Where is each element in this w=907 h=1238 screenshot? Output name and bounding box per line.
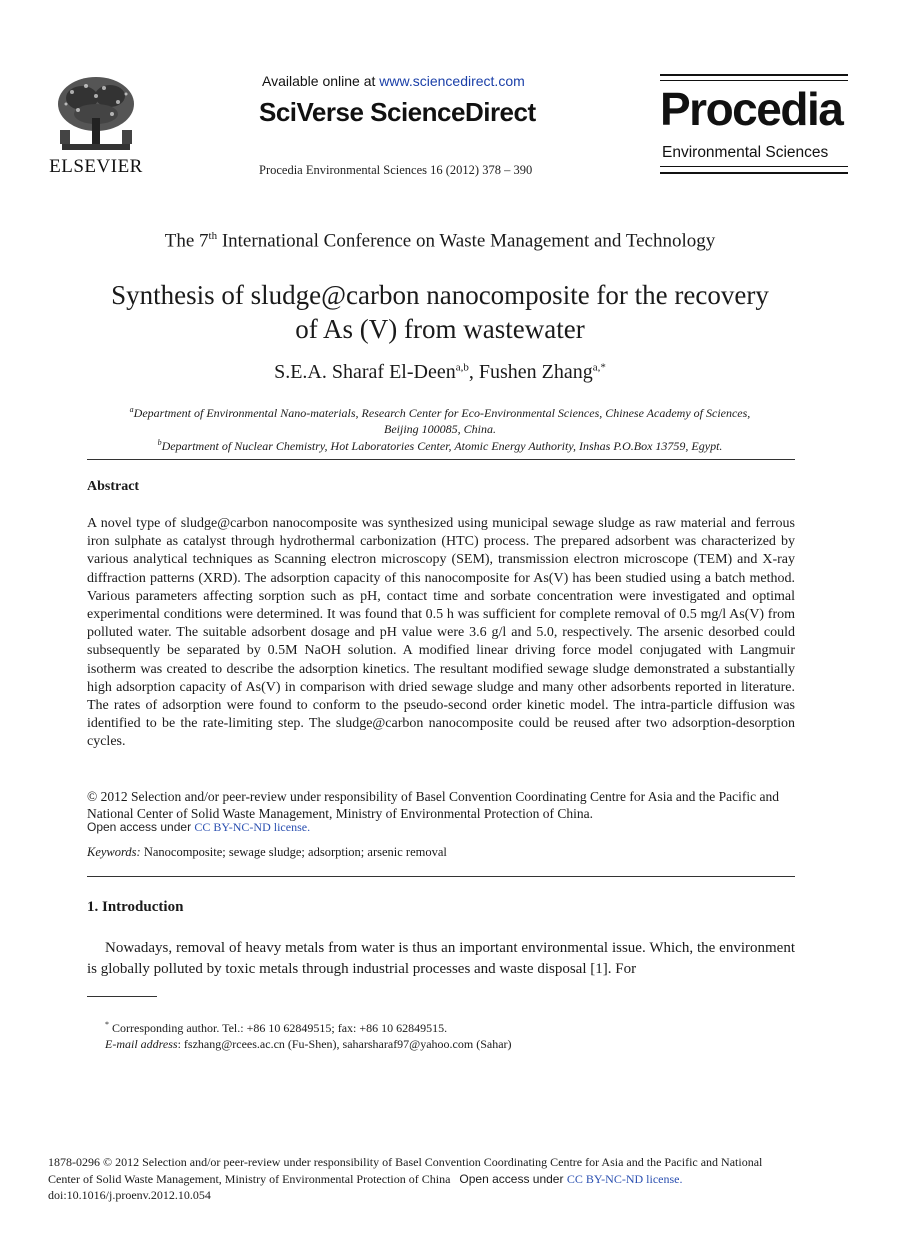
introduction-heading: 1. Introduction [87, 899, 184, 915]
platform-logo: SciVerse ScienceDirect [259, 97, 536, 127]
footnote-corresponding: Corresponding author. Tel.: +86 10 62849515; fax: +86 10 62849515. [109, 1021, 448, 1035]
procedia-title: Procedia [660, 83, 843, 135]
keywords-label: Keywords: [87, 845, 141, 859]
email-text: : fszhang@rcees.ac.cn (Fu-Shen), saharsharaf97@yahoo.com (Sahar) [177, 1037, 512, 1051]
conference-suffix: International Conference on Waste Management and Technology [217, 230, 716, 252]
affiliation-b-text: Department of Nuclear Chemistry, Hot Laboratories Center, Atomic Energy Authority, Inshas P.O.Box 13759, Egypt. [161, 439, 723, 453]
elsevier-tree-icon [52, 74, 140, 154]
affiliation-a-text-2: Beijing 100085, China. [384, 422, 496, 436]
procedia-rule-bottom [660, 172, 848, 174]
doi: doi:10.1016/j.proenv.2012.10.054 [48, 1188, 211, 1202]
abstract-body: A novel type of sludge@carbon nanocomposite was synthesized using municipal sewage sludge as raw material and ferrous iron sulphate as catalyst through hydrothermal carbonization (HTC) process. The prepared adsorbent was characterized by various analytical techniques as Scanning electron microscopy (SEM), transmission electron microscope (TEM) and X-ray diffraction patterns (XRD). The adsorption capacity of this nanocomposite for As(V) has been studied using a batch method. Various parameters affecting sorption such as pH, contact time and sorbate concentration were investigated and optimal experimental conditions were determined. It was found that 0.5 h was sufficient for complete removal of 0.5 mg/l As(V) from polluted water. The suitable adsorbent dosage and pH value were 3.6 g/l and 5.0, respectively. The arsenic desorbed could subsequently be separated by 0.5M NaOH solution. A modified linear driving force model conjugated with Langmuir isotherm was created to describe the adsorption kinetics. The resultant modified sewage sludge demonstrated a substantially high adsorption capacity of As(V) in comparison with dried sewage sludge and many other adsorbents reported in literature. The rates of adsorption were found to conform to the pseudo-second order kinetic model. The intra-particle diffusion was identified to be the rate-limiting step. The sludge@carbon nanocomposite could be reused after two adsorption-desorption cycles. [87, 516, 795, 750]
page-footer [48, 1154, 848, 1204]
conference-name [0, 230, 880, 252]
affiliation-b-mark: b [157, 438, 162, 447]
author-2-affil: a,* [592, 361, 606, 374]
procedia-rule-top [660, 74, 848, 76]
abstract-heading: Abstract [87, 479, 140, 494]
footer-line-1: 1878-0296 © 2012 Selection and/or peer-review under responsibility of Basel Convention Coordinating Centre for Asia and the Pacific and National [48, 1155, 763, 1169]
corresponding-author [105, 1020, 447, 1036]
title-line-1: Synthesis of sludge@carbon nanocomposite for the recovery [111, 280, 769, 310]
introduction-body: Nowadays, removal of heavy metals from water is thus an important environmental issue. Which, the environment is globally polluted by toxic metals through industrial processes and waste disposal [1]. For [87, 940, 795, 977]
procedia-logo [660, 74, 848, 174]
elsevier-logo [48, 74, 144, 178]
footnote-mark: * [105, 1020, 109, 1029]
email-address [105, 1037, 512, 1052]
keywords [87, 845, 447, 860]
footer-open-access: Open access under [459, 1171, 567, 1186]
journal-citation: Procedia Environmental Sciences 16 (2012) 378 – 390 [259, 163, 533, 177]
conference-sup: th [208, 230, 218, 242]
title-line-2: of As (V) from wastewater [295, 314, 585, 344]
footer-license-link[interactable]: CC BY-NC-ND license. [566, 1171, 683, 1186]
keywords-text: Nanocomposite; sewage sludge; adsorption; arsenic removal [140, 845, 447, 859]
affiliation-b [90, 435, 790, 454]
author-2: Fushen Zhang [478, 361, 593, 383]
footnote-divider [87, 996, 157, 997]
affiliation-a-text: Department of Environmental Nano-materials, Research Center for Eco-Environmental Sciences, Chinese Academy of Sciences, [133, 406, 751, 420]
available-prefix: Available online at [262, 73, 380, 89]
publisher-name: ELSEVIER [49, 156, 143, 177]
divider-top [87, 459, 795, 460]
open-access-notice [87, 820, 310, 835]
email-label: E-mail address [105, 1037, 178, 1051]
procedia-subtitle: Environmental Sciences [662, 144, 829, 161]
author-1: S.E.A. Sharaf El-Deen [274, 361, 456, 383]
footer-line-2-text: Center of Solid Waste Management, Ministry of Environmental Protection of China [48, 1171, 451, 1186]
open-access-prefix: Open access under [87, 820, 195, 834]
available-online [262, 73, 525, 89]
copyright-notice: © 2012 Selection and/or peer-review under responsibility of Basel Convention Coordinating Centre for Asia and the Pacific and National Center of Solid Waste Management, Ministry of Environmental Protection of China. [87, 789, 779, 821]
affiliation-a-mark: a [129, 405, 134, 414]
conference-prefix: The 7 [164, 230, 209, 252]
author-1-affil: a,b [455, 361, 469, 374]
sciencedirect-link[interactable]: www.sciencedirect.com [379, 73, 525, 89]
license-link[interactable]: CC BY-NC-ND license. [194, 820, 311, 834]
procedia-rule-top-thin [660, 80, 848, 81]
paper-title [60, 278, 820, 346]
author-sep: , [468, 361, 479, 383]
footer-line-2 [48, 1171, 848, 1188]
divider-middle [87, 876, 795, 877]
author-list [0, 361, 880, 384]
affiliation-a [90, 402, 790, 437]
procedia-rule-bottom-thin [660, 166, 848, 167]
